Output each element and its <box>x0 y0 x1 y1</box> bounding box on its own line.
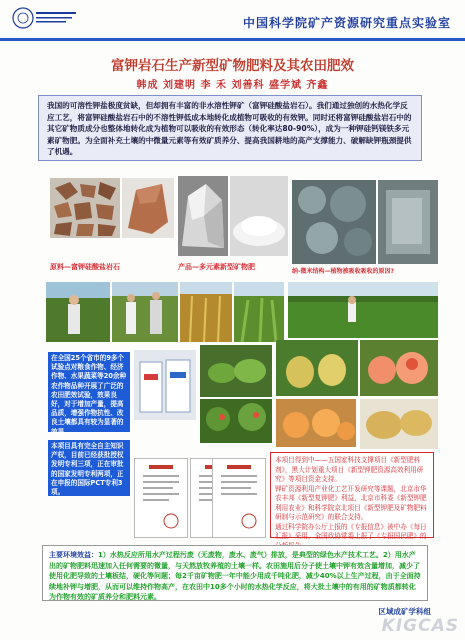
photo-orchard <box>200 399 272 443</box>
abstract-text: 我国的可溶性钾盐极度贫缺，但却拥有丰富的非水溶性钾矿（富钾硅酸盐岩石）。我们通过独创的水热化学反应工艺，将富钾硅酸盐岩石中的不溶性钾低成本地转化成植物可吸收的有效钾。同时还将富钾硅酸盐岩石中的其它矿物质成分也整体地转化成为植物可以吸收的有效形态（转化率达80-90%），成为一种钾硅钙镁铁多元素矿物肥。为全面补充土壤的中微量元素等有效矿质养分、提高我国耕地的高产支撑能力、破解缺钾瓶颈提供了机遇。 <box>47 101 412 157</box>
patent-certificate-1 <box>134 458 188 538</box>
abstract-box <box>38 95 422 161</box>
caption-raw-material: 原料—富钾硅酸盐岩石 <box>50 263 120 271</box>
photo-potatoes <box>360 399 438 449</box>
trial-results-note <box>48 352 130 436</box>
photo-peaches <box>360 340 438 396</box>
photo-corn-field <box>234 282 284 342</box>
photo-vegetables <box>200 345 272 397</box>
caption-micro-structure: 纳-微米结构—植物被吸收吸收的原因? <box>292 268 394 275</box>
benefits-text: 1）水热反应所用水产过程污废（无废物，废水、废气）排放，是典型的绿色水产技术工艺。2）用水产出的矿物肥料迅速加入任何需要的微量，与天然放牧养殖的土壤一样。农田施用后分子使土壤中钾有效含量增加，减少了使用化肥导致的土壤板结，硬化等问题；每2千亩矿物肥一年中能少用成千吨化肥，减少40%以上生产过程，由于全面持续地补钾与增肥，从而可以维持作物高产，在农田中10多个小时的水热化学反应，将大批土壤中的有用的矿物质都转化为作物有效的矿质养分和肥料元素。 <box>49 551 421 601</box>
funding-text-2: 钾矿资源利用产业化工艺开发研究等课题，北京市华农丰邦《新型复钾肥》利益，北京市科委《新型钾肥利用农业》和科学院京北项目《新型钾肥及矿物肥料研制与示范研究》的联合支持。 <box>275 484 427 521</box>
photo-tomatoes <box>276 399 356 447</box>
funding-note <box>270 452 434 538</box>
poster-title: 富钾岩石生产新型矿物肥料及其农田肥效 <box>111 58 354 74</box>
photo-experts-field <box>112 282 178 342</box>
author-list: 韩成 刘建明 李 禾 刘善科 盛学斌 齐鑫 <box>136 80 329 91</box>
header-rule <box>0 38 465 41</box>
funding-text-1: 本项目得到中——五国家科技支撑项目《新型肥料剂》，黑大计划重大项目《新型钾肥资源高效利用研究》等项目资金支持。 <box>275 456 424 483</box>
header <box>0 0 465 40</box>
research-group: 区域成矿学科组 <box>378 607 431 616</box>
photo-product-mineral <box>178 176 228 256</box>
trial-results-text: 在全国25个省市的9多个试验点对粮食作物、经济作物、水果蔬菜等20余种农作物品种开展了广泛的农田肥效试验，效果良好，对于增加产量，提高品质，增强作物抗性、改良土壤都具有较为显著的效果。 <box>51 354 127 436</box>
patent-text: 本项目具有完全自主知识产权，目前已经获批授权发明专利三项，正在审批的国家发明专利两项，正在申报的国际PCT专利3项。 <box>51 442 124 497</box>
photo-product-powder <box>230 176 288 256</box>
watermark-logo: KIGCAS <box>381 616 459 636</box>
photo-micro-grain <box>378 180 438 264</box>
photo-pears <box>276 340 358 396</box>
org-name: 中国科学院矿产资源研究重点实验室 <box>242 16 451 30</box>
patent-note <box>48 440 130 496</box>
photo-rock-block <box>122 178 174 238</box>
funding-text-3: 通过科学院办公厅上报的《专报信息》被中办《每日汇报》采用，全国政协常委上报了《专报国民肥》的 <box>275 522 427 540</box>
institute-logo-icon <box>10 5 80 31</box>
photo-product-bags <box>134 350 196 420</box>
photo-wheat <box>180 282 232 342</box>
patent-certificate-3 <box>212 458 266 538</box>
photo-micro-structure <box>292 180 376 264</box>
photo-field-inspection <box>46 282 110 342</box>
caption-product: 产品—多元素新型矿物肥 <box>178 263 255 271</box>
photo-rock-pieces <box>50 178 120 238</box>
benefits-lead: 主要环境效益： <box>49 551 98 559</box>
environmental-benefits-box <box>42 545 428 601</box>
photo-rice-field <box>288 282 438 338</box>
